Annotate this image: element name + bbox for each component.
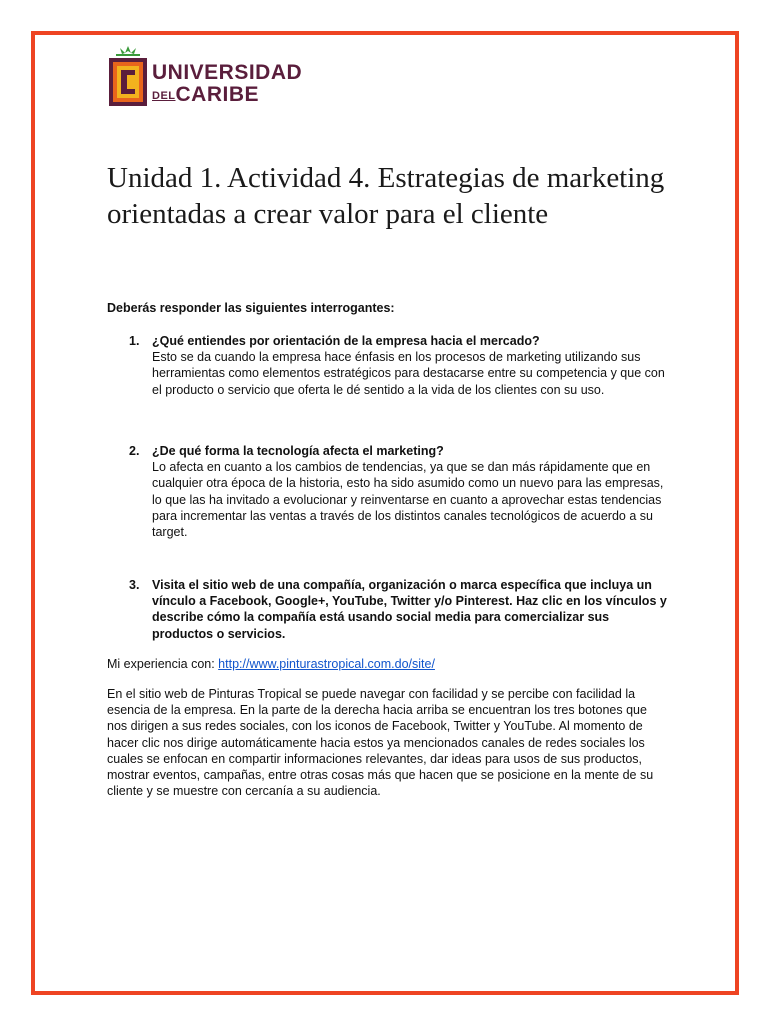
question-number: 3. [129, 578, 140, 592]
page-title: Unidad 1. Actividad 4. Estrategias de marketing orientadas a crear valor para el cliente [107, 162, 665, 230]
logo-text-del: DEL [152, 90, 176, 102]
logo-text-caribe: CARIBE [175, 83, 260, 106]
question-item-1 [107, 333, 667, 398]
answer-text: Lo afecta en cuanto a los cambios de tendencias, ya que se dan más rápidamente que en cualquier otra época de la historia, esto ha sido asumido como un nuevo para las empresas, lo que las ha invitado a evolucionar y reinventarse en cuanto a aprovechar estas tendencias para incrementar las ventas a través de los distintos canales tecnológicos de acuerdo a su target. [152, 460, 664, 540]
question-item-3 [107, 577, 667, 642]
company-website-link[interactable]: http://www.pinturastropical.com.do/site/ [218, 657, 435, 671]
question-number: 1. [129, 334, 140, 348]
experience-label: Mi experiencia con: [107, 657, 219, 671]
university-emblem-icon [108, 44, 148, 110]
question-text: ¿De qué forma la tecnología afecta el marketing? [152, 444, 444, 458]
instructions-heading: Deberás responder las siguientes interrogantes: [107, 301, 395, 315]
answer-text: Esto se da cuando la empresa hace énfasis en los procesos de marketing utilizando sus herramientas como elementos estratégicos para destacarse entre su competencia y que con el producto o servicio que oferta le dé sentido a la vida de los clientes con su uso. [152, 350, 665, 397]
question-text: ¿Qué entiendes por orientación de la empresa hacia el mercado? [152, 334, 540, 348]
question-text: Visita el sitio web de una compañía, organización o marca específica que incluya un vínculo a Facebook, Google+, YouTube, Twitter y/o Pinterest. Haz clic en los vínculos y describe cómo la compañía está usando social media para comercializar sus productos o servicios. [152, 578, 667, 641]
logo-text-del-caribe [152, 84, 259, 108]
question-number: 2. [129, 444, 140, 458]
university-logo [108, 44, 328, 110]
experience-line [107, 656, 667, 672]
analysis-paragraph: En el sitio web de Pinturas Tropical se puede navegar con facilidad y se percibe con facilidad la esencia de la empresa. En la parte de la derecha hacia arriba se encuentran los tres botones que nos dirigen a sus redes sociales, con los iconos de Facebook, Twitter y YouTube. Al momento de hacer clic nos dirige automáticamente hacia estos ya mencionados canales de redes sociales los cuales se enfocan en compartir informaciones relevantes, dar ideas para usos de sus productos, mostrar eventos, campañas, entre otras cosas más que hacen que se posicione en la mente de su cliente y se muestre con cercanía a su audiencia. [107, 687, 654, 799]
question-item-2 [107, 443, 667, 540]
logo-text-universidad: UNIVERSIDAD [152, 61, 303, 84]
